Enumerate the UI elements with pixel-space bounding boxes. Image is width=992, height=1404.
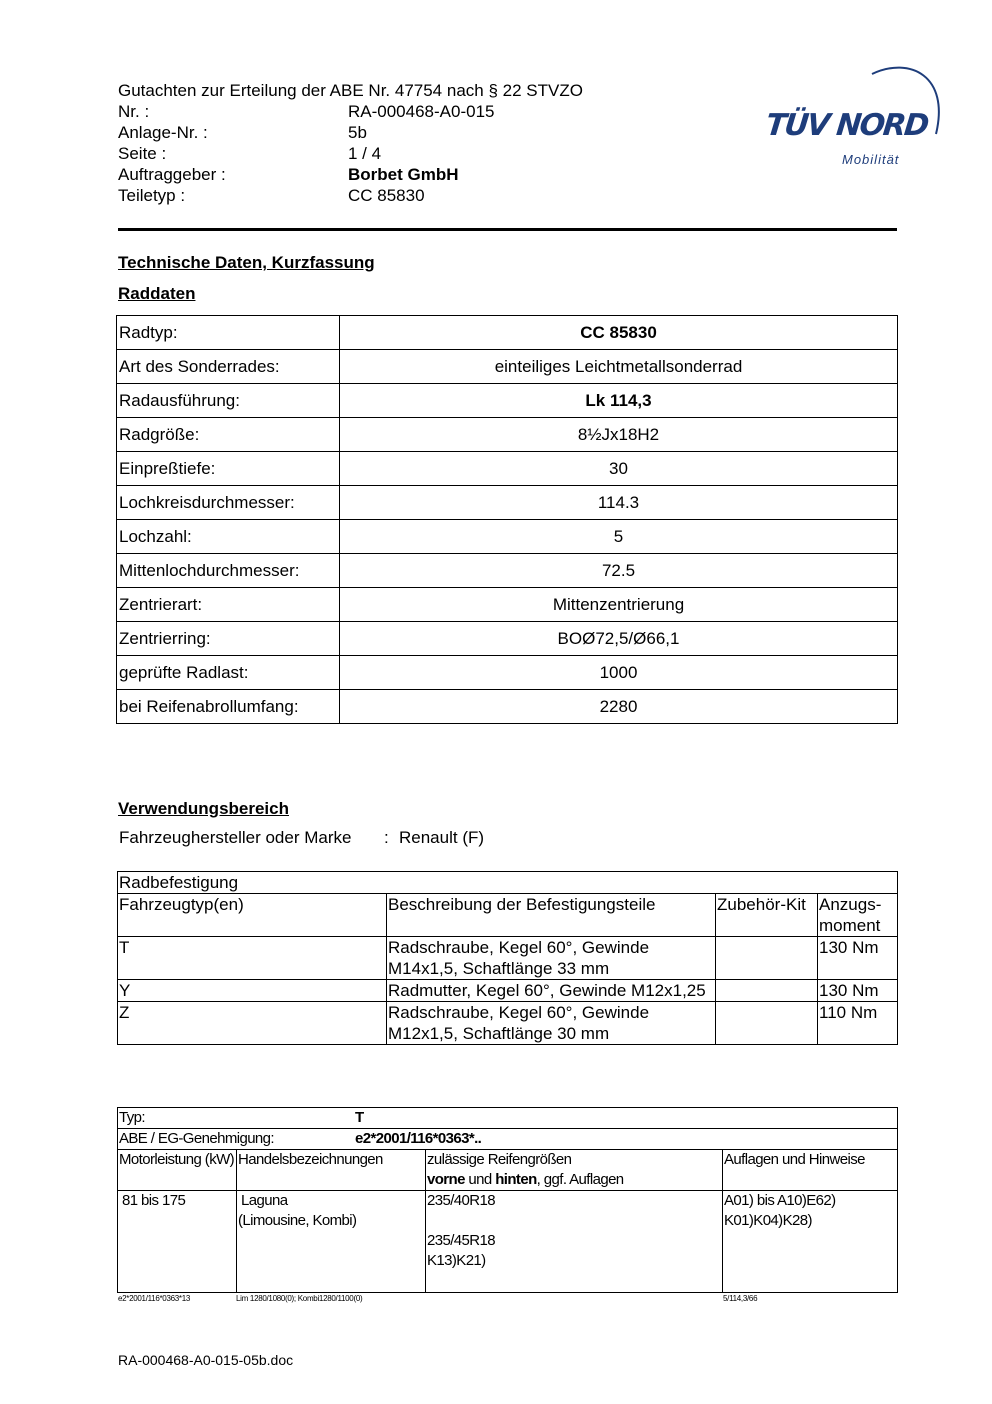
- handel-line: Laguna: [241, 1192, 288, 1209]
- cell-auflagen: [723, 1191, 898, 1293]
- cell-value: BOØ72,5/Ø66,1: [340, 622, 898, 656]
- hersteller-sep: :: [384, 828, 389, 847]
- header-divider: [118, 228, 897, 231]
- cell-moment: 130 Nm: [818, 980, 898, 1002]
- cell-kit: [716, 980, 818, 1002]
- table-row: [118, 872, 898, 894]
- cell-value: 114.3: [340, 486, 898, 520]
- cell-value: Lk 114,3: [340, 384, 898, 418]
- table-row: [118, 1108, 898, 1129]
- table-row: [117, 316, 898, 350]
- table-row: [117, 690, 898, 724]
- reifen-line: 235/45R18: [427, 1232, 495, 1249]
- reifen-line: 235/40R18: [427, 1192, 495, 1209]
- cell-handel: [237, 1191, 426, 1293]
- cell-label: Radausführung:: [117, 384, 340, 418]
- cell-label: Einpreßtiefe:: [117, 452, 340, 486]
- logo-sub: Mobilität: [842, 152, 900, 167]
- cell-motor: 81 bis 175: [118, 1191, 237, 1293]
- column-header: Beschreibung der Befestigungsteile: [387, 894, 716, 937]
- column-header-handel: Handelsbezeichnungen: [237, 1150, 426, 1191]
- table-row: [117, 622, 898, 656]
- cell-value: 2280: [340, 690, 898, 724]
- cell-label: Lochkreisdurchmesser:: [117, 486, 340, 520]
- abe-row: [118, 1129, 898, 1150]
- cell-value: 1000: [340, 656, 898, 690]
- cell-label: Art des Sonderrades:: [117, 350, 340, 384]
- document-title: Gutachten zur Erteilung der ABE Nr. 47754 nach § 22 STVZO: [118, 81, 583, 100]
- table-row: [118, 937, 898, 980]
- reifen-spacer: [427, 1211, 721, 1231]
- handel-line: (Limousine, Kombi): [238, 1212, 357, 1229]
- table-row: [117, 656, 898, 690]
- table-title: Radbefestigung: [118, 872, 898, 894]
- header-value: 1 / 4: [348, 144, 382, 163]
- cell-value: Mittenzentrierung: [340, 588, 898, 622]
- typ-table: [117, 1107, 898, 1293]
- column-header-auflagen: Auflagen und Hinweise: [723, 1150, 898, 1191]
- cell-desc: Radmutter, Kegel 60°, Gewinde M12x1,25: [387, 980, 716, 1002]
- cell-label: Radtyp:: [117, 316, 340, 350]
- header-value: Borbet GmbH: [348, 165, 459, 184]
- reifen-und: und: [464, 1171, 496, 1188]
- cell-reifen: [426, 1191, 723, 1293]
- table-row: [117, 520, 898, 554]
- typ-row: [118, 1108, 898, 1129]
- cell-typ: Z: [118, 1002, 387, 1045]
- cell-value: 72.5: [340, 554, 898, 588]
- cell-label: bei Reifenabrollumfang:: [117, 690, 340, 724]
- cell-value: CC 85830: [340, 316, 898, 350]
- hersteller-value: Renault (F): [399, 828, 485, 847]
- column-header: Fahrzeugtyp(en): [118, 894, 387, 937]
- footnote-weights: Lim 1280/1080(0); Kombi1280/1100(0): [236, 1294, 363, 1303]
- header-row-auftraggeber: [118, 164, 638, 185]
- footnote-bolt: 5/114,3/66: [723, 1294, 758, 1303]
- table-row: [117, 588, 898, 622]
- reifen-rest: , ggf. Auflagen: [536, 1171, 624, 1188]
- table-row: [117, 554, 898, 588]
- header-row-seite: [118, 143, 638, 164]
- cell-typ: Y: [118, 980, 387, 1002]
- reifen-header-line2: [427, 1170, 721, 1190]
- header-value: 5b: [348, 123, 367, 142]
- auflagen-line: A01) bis A10)E62): [724, 1192, 836, 1209]
- header-value: RA-000468-A0-015: [348, 102, 495, 121]
- footnote-approval: e2*2001/116*0363*13: [118, 1294, 191, 1303]
- table-row: [117, 384, 898, 418]
- cell-desc: Radschraube, Kegel 60°, Gewinde M12x1,5, Schaftlänge 30 mm: [387, 1002, 716, 1045]
- raddaten-heading: Raddaten: [118, 284, 196, 303]
- column-header: Zubehör-Kit: [716, 894, 818, 937]
- column-header-motor: Motorleistung (kW): [118, 1150, 237, 1191]
- cell-moment: 130 Nm: [818, 937, 898, 980]
- befestigung-table: [117, 871, 898, 1045]
- logo-brand: TÜV NORD: [764, 108, 929, 143]
- table-row: [117, 350, 898, 384]
- cell-value: 30: [340, 452, 898, 486]
- hersteller-label: Fahrzeughersteller oder Marke: [119, 828, 352, 847]
- header-row-anlage: [118, 122, 638, 143]
- tech-heading: Technische Daten, Kurzfassung: [118, 253, 375, 272]
- abe-value: e2*2001/116*0363*..: [355, 1130, 482, 1147]
- cell-typ: T: [118, 937, 387, 980]
- table-row: [117, 418, 898, 452]
- cell-label: Zentrierart:: [117, 588, 340, 622]
- header-row-nr: [118, 101, 638, 122]
- cell-label: Lochzahl:: [117, 520, 340, 554]
- cell-kit: [716, 1002, 818, 1045]
- tuv-nord-logo: [760, 56, 950, 176]
- cell-label: geprüfte Radlast:: [117, 656, 340, 690]
- document-filename: RA-000468-A0-015-05b.doc: [118, 1352, 294, 1368]
- reifen-header-line1: zulässige Reifengrößen: [427, 1151, 572, 1168]
- header-value: CC 85830: [348, 186, 425, 205]
- table-row: [117, 452, 898, 486]
- table-header-row: [118, 1150, 898, 1191]
- abe-label: ABE / EG-Genehmigung:: [119, 1130, 274, 1147]
- typ-label: Typ:: [119, 1109, 145, 1126]
- header-row-teiletyp: [118, 185, 638, 206]
- table-row: [118, 1129, 898, 1150]
- cell-value: einteiliges Leichtmetallsonderrad: [340, 350, 898, 384]
- table-row: [117, 486, 898, 520]
- cell-label: Zentrierring:: [117, 622, 340, 656]
- header-label: Teiletyp :: [118, 186, 186, 205]
- header-label: Anlage-Nr. :: [118, 123, 208, 142]
- table-header-row: [118, 894, 898, 937]
- auflagen-line: K01)K04)K28): [724, 1212, 812, 1229]
- typ-value: T: [355, 1109, 364, 1126]
- reifen-line: K13)K21): [427, 1252, 486, 1269]
- header-label: Seite :: [118, 144, 167, 163]
- header-label: Nr. :: [118, 102, 150, 121]
- verwendung-heading: Verwendungsbereich: [118, 799, 289, 818]
- column-header-reifen: [426, 1150, 723, 1191]
- cell-moment: 110 Nm: [818, 1002, 898, 1045]
- cell-value: 5: [340, 520, 898, 554]
- cell-value: 8½Jx18H2: [340, 418, 898, 452]
- raddaten-table: [116, 315, 898, 724]
- cell-kit: [716, 937, 818, 980]
- table-row: [118, 1191, 898, 1293]
- cell-label: Mittenlochdurchmesser:: [117, 554, 340, 588]
- reifen-hinten: hinten: [495, 1171, 537, 1188]
- table-row: [118, 1002, 898, 1045]
- column-header: Anzugs-moment: [818, 894, 898, 937]
- reifen-vorne: vorne: [427, 1171, 465, 1188]
- cell-label: Radgröße:: [117, 418, 340, 452]
- table-row: [118, 980, 898, 1002]
- header-label: Auftraggeber :: [118, 165, 226, 184]
- cell-desc: Radschraube, Kegel 60°, Gewinde M14x1,5, Schaftlänge 33 mm: [387, 937, 716, 980]
